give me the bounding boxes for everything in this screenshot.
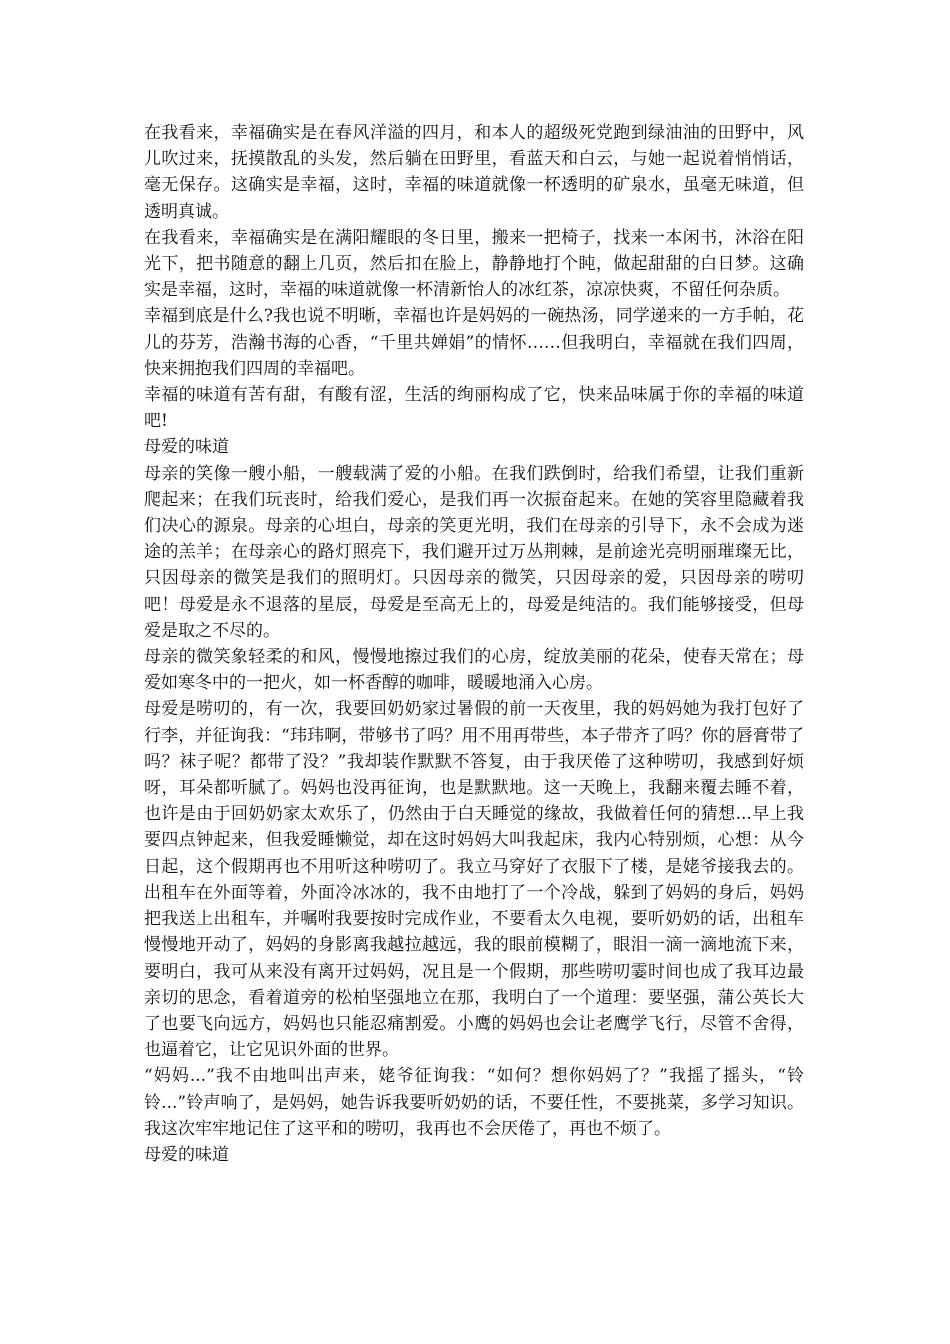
section-heading-mothers-love-2: 母爱的味道	[144, 1144, 229, 1165]
document-body	[144, 120, 804, 1168]
paragraph-nagging-story: 母爱是唠叨的，有一次，我要回奶奶家过暑假的前一天夜里，我的妈妈她为我打包好了行李，并征询我：“玮玮啊，带够书了吗？用不用再带些，本子带齐了吗？你的唇膏带了吗？袜子呢？都带了没？”我却装作默默不答复，由于我厌倦了这种唠叨，我感到好烦呀，耳朵都听腻了。妈妈也没再征询，也是默默地。这一天晚上，我翻来覆去睡不着，也许是由于回奶奶家太欢乐了，仍然由于白天睡觉的缘故，我做着任何的猜想...早上我要四点钟起来，但我爱睡懒觉，却在这时妈妈大叫我起床，我内心特别烦，心想：从今日起，这个假期再也不用听这种唠叨了。我立马穿好了衣服下了楼，是姥爷接我去的。出租车在外面等着，外面冷冰冰的，我不由地打了一个冷战，躲到了妈妈的身后，妈妈把我送上出租车，并嘱咐我要按时完成作业，不要看太久电视，要听奶奶的话，出租车慢慢地开动了，妈妈的身影离我越拉越远，我的眼前模糊了，眼泪一滴一滴地流下来，要明白，我可从来没有离开过妈妈，况且是一个假期，那些唠叨霎时间也成了我耳边最亲切的思念，看着道旁的松柏坚强地立在那，我明白了一个道理：要坚强，蒲公英长大了也要飞向远方，妈妈也只能忍痛割爱。小鹰的妈妈也会让老鹰学飞行，尽管不舍得，也逼着它，让它见识外面的世界。	[144, 699, 804, 1061]
paragraph-phone-call: “妈妈...”我不由地叫出声来，姥爷征询我：“如何？想你妈妈了？”我摇了摇头，“铃铃...”铃声响了，是妈妈，她告诉我要听奶奶的话，不要任性，不要挑菜，多学习知识。我这次牢牢地记住了这平和的唠叨，我再也不会厌倦了，再也不烦了。	[144, 1066, 804, 1139]
paragraph-mothers-smile: 母亲的笑像一艘小船，一艘载满了爱的小船。在我们跌倒时，给我们希望，让我们重新爬起来；在我们玩丧时，给我们爱心，是我们再一次振奋起来。在她的笑容里隐藏着我们决心的源泉。母亲的心坦白，母亲的笑更光明，我们在母亲的引导下，永不会成为迷途的羔羊；在母亲心的路灯照亮下，我们避开过万丛荆棘，是前途光亮明丽璀璨无比，只因母亲的微笑是我们的照明灯。只因母亲的微笑，只因母亲的爱，只因母亲的唠叨吧！母爱是永不退落的星辰，母爱是至高无上的，母爱是纯洁的。我们能够接受，但母爱是取之不尽的。	[144, 463, 804, 641]
paragraph-happiness-spring: 在我看来，幸福确实是在春风洋溢的四月，和本人的超级死党跑到绿油油的田野中，风儿吹过来，抚摸散乱的头发，然后躺在田野里，看蓝天和白云，与她一起说着悄悄话，毫无保存。这确实是幸福，这时，幸福的味道就像一杯透明的矿泉水，虽毫无味道，但透明真诚。	[144, 123, 804, 222]
paragraph-taste-of-happiness: 幸福的味道有苦有甜，有酸有涩，生活的绚丽构成了它，快来品味属于你的幸福的味道吧!	[144, 385, 804, 432]
paragraph-what-is-happiness: 幸福到底是什么?我也说不明晰，幸福也许是妈妈的一碗热汤，同学递来的一方手帕，花儿的芬芳，浩瀚书海的心香，“千里共婵娟”的情怀……但我明白，幸福就在我们四周，快来拥抱我们四周的幸福吧。	[144, 306, 804, 379]
paragraph-happiness-winter: 在我看来，幸福确实是在满阳耀眼的冬日里，搬来一把椅子，找来一本闲书，沐浴在阳光下，把书随意的翻上几页，然后扣在脸上，静静地打个盹，做起甜甜的白日梦。这确实是幸福，这时，幸福的味道就像一杯清新怡人的冰红茶，凉凉快爽，不留任何杂质。	[144, 227, 804, 301]
paragraph-gentle-breeze: 母亲的微笑象轻柔的和风，慢慢地擦过我们的心房，绽放美丽的花朵，使春天常在；母爱如寒冬中的一把火，如一杯香醇的咖啡，暖暖地涌入心房。	[144, 647, 804, 694]
section-heading-mothers-love: 母爱的味道	[144, 437, 229, 458]
